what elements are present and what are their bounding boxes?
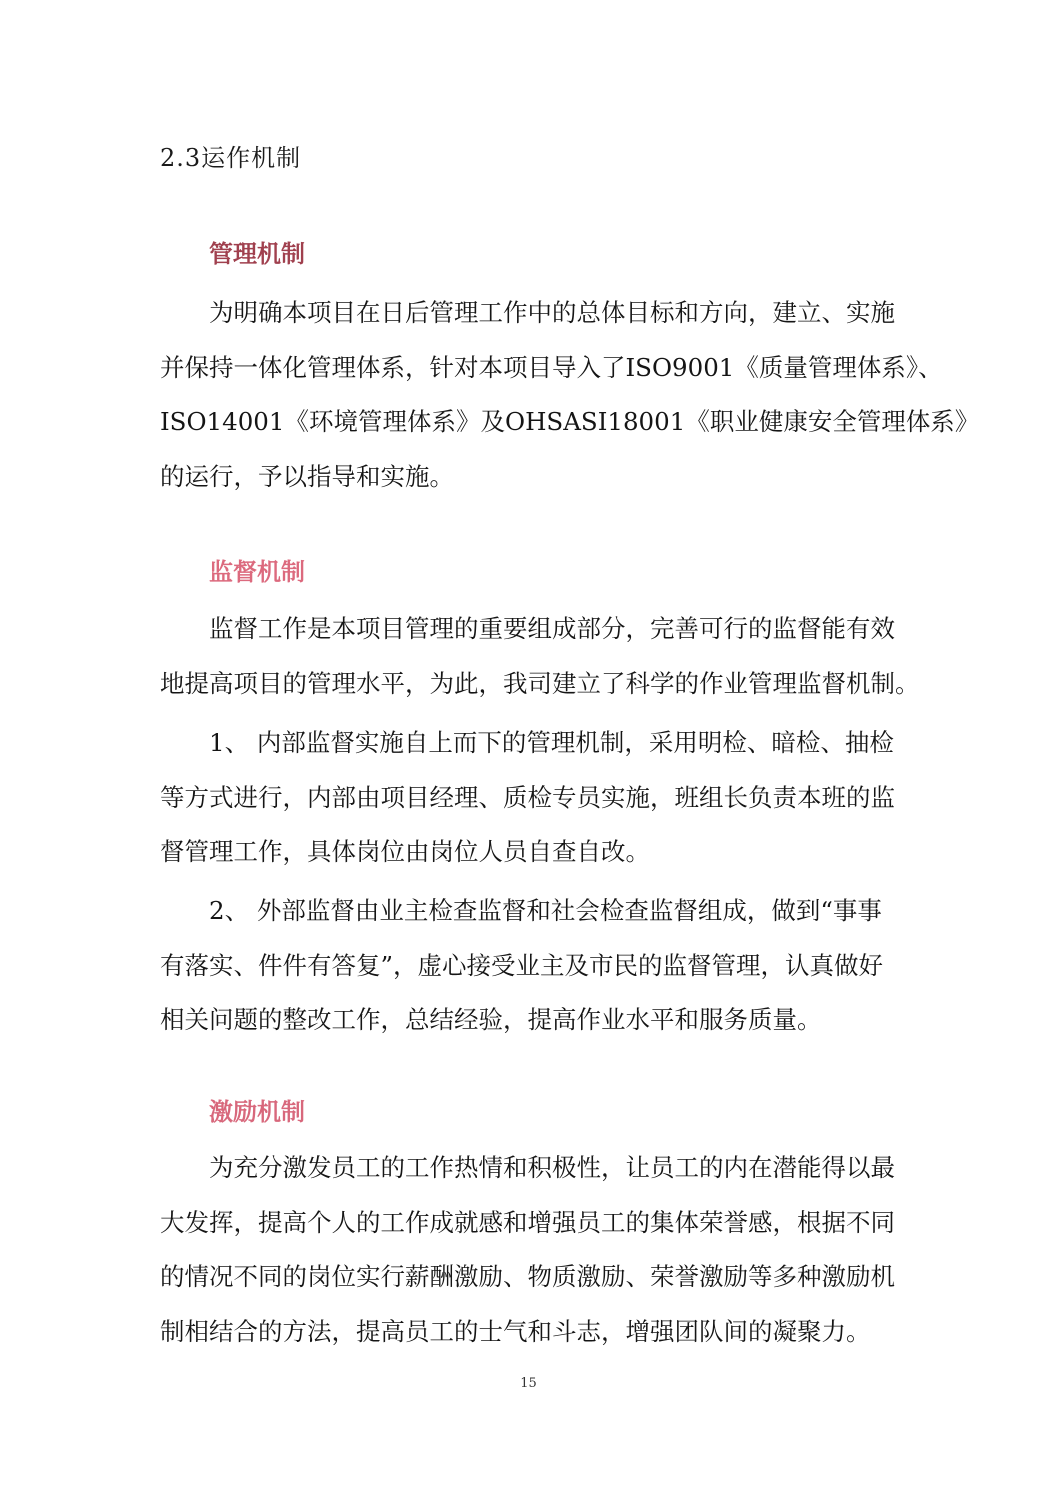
text-line: 的情况不同的岗位实行薪酬激励、物质激励、荣誉激励等多种激励机 (160, 1262, 895, 1291)
page-number: 15 (520, 1376, 537, 1391)
text-line: 1、 内部监督实施自上而下的管理机制，采用明检、暗检、抽检 (209, 728, 894, 757)
paragraph-external-supervision (160, 884, 910, 1048)
text-line: 2、 外部监督由业主检查监督和社会检查监督组成，做到“事事 (209, 896, 882, 925)
text-line: 大发挥，提高个人的工作成就感和增强员工的集体荣誉感，根据不同 (160, 1207, 895, 1237)
text-line: 为明确本项目在日后管理工作中的总体目标和方向，建立、实施 (209, 298, 895, 327)
text-line: 监督工作是本项目管理的重要组成部分，完善可行的监督能有效 (209, 614, 895, 643)
heading-supervision-mechanism: 监督机制 (209, 558, 305, 586)
text-line: 为充分激发员工的工作热情和积极性，让员工的内在潜能得以最 (209, 1153, 895, 1182)
text-line: 的运行，予以指导和实施。 (160, 461, 454, 491)
text-line: 有落实、件件有答复”，虚心接受业主及市民的监督管理，认真做好 (160, 950, 884, 980)
heading-incentive-mechanism: 激励机制 (209, 1098, 305, 1126)
text-line: 并保持一体化管理体系，针对本项目导入了ISO9001《质量管理体系》、 (160, 352, 943, 382)
paragraph-supervision-intro (160, 602, 920, 711)
paragraph-internal-supervision (160, 716, 910, 880)
paragraph-incentive (160, 1141, 910, 1359)
text-line: 地提高项目的管理水平，为此，我司建立了科学的作业管理监督机制。 (160, 668, 920, 698)
section-title: 2.3运作机制 (160, 144, 302, 172)
heading-management-mechanism: 管理机制 (209, 240, 305, 268)
text-line: ISO14001《环境管理体系》及OHSASI18001《职业健康安全管理体系》 (160, 407, 980, 436)
text-line: 相关问题的整改工作，总结经验，提高作业水平和服务质量。 (160, 1005, 822, 1034)
text-line: 制相结合的方法，提高员工的士气和斗志，增强团队间的凝聚力。 (160, 1316, 871, 1346)
paragraph-management (160, 286, 980, 504)
text-line: 等方式进行，内部由项目经理、质检专员实施，班组长负责本班的监 (160, 782, 895, 812)
text-line: 督管理工作，具体岗位由岗位人员自查自改。 (160, 837, 650, 866)
